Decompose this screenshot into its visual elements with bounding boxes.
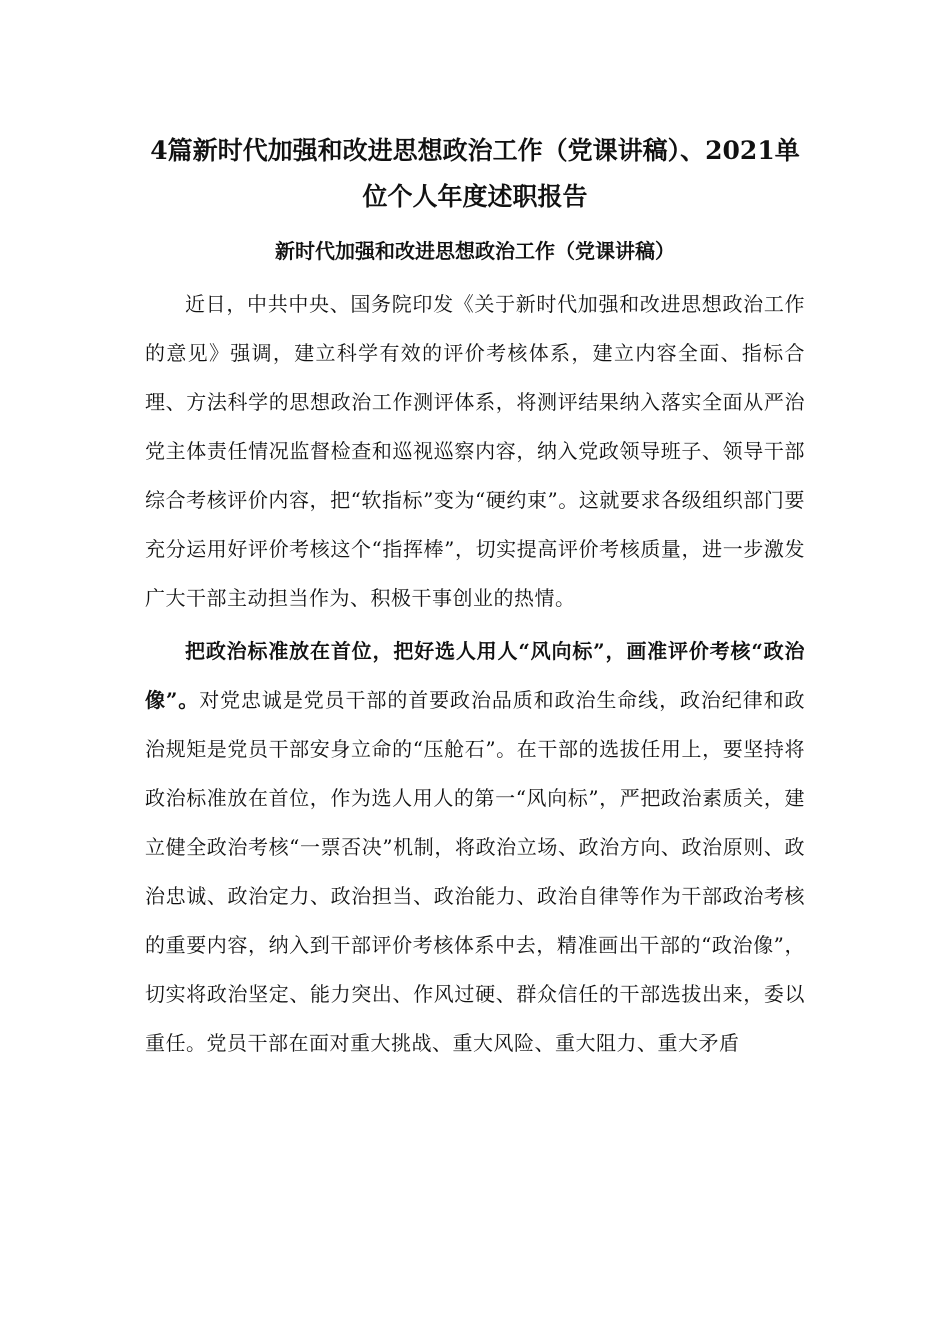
- paragraph-lead-bold: 把政治标准放在首位，把好选人用人“风向标”，画准评价考核“政治像”。: [145, 639, 805, 712]
- document-subtitle: 新时代加强和改进思想政治工作（党课讲稿）: [275, 239, 675, 263]
- document-title: 4篇新时代加强和改进思想政治工作（党课讲稿）、2021单位个人年度述职报告: [150, 136, 800, 211]
- paragraph-political-standard: [145, 627, 805, 1068]
- paragraph-body: 对党忠诚是党员干部的首要政治品质和政治生命线，政治纪律和政治规矩是党员干部安身立命的“压舱石”。在干部的选拔任用上，要坚持将政治标准放在首位，作为选人用人的第一“风向标”，严把政治素质关，建立健全政治考核“一票否决”机制，将政治立场、政治方向、政治原则、政治忠诚、政治定力、政治担当、政治能力、政治自律等作为干部政治考核的重要内容，纳入到干部评价考核体系中去，精准画出干部的“政治像”，切实将政治坚定、能力突出、作风过硬、群众信任的干部选拔出来，委以重任。党员干部在面对重大挑战、重大风险、重大阻力、重大矛盾: [145, 688, 805, 1055]
- paragraph-intro: 近日，中共中央、国务院印发《关于新时代加强和改进思想政治工作的意见》强调，建立科学有效的评价考核体系，建立内容全面、指标合理、方法科学的思想政治工作测评体系，将测评结果纳入落实全面从严治党主体责任情况监督检查和巡视巡察内容，纳入党政领导班子、领导干部综合考核评价内容，把“软指标”变为“硬约束”。这就要求各级组织部门要充分运用好评价考核这个“指挥棒”，切实提高评价考核质量，进一步激发广大干部主动担当作为、积极干事创业的热情。: [145, 292, 805, 610]
